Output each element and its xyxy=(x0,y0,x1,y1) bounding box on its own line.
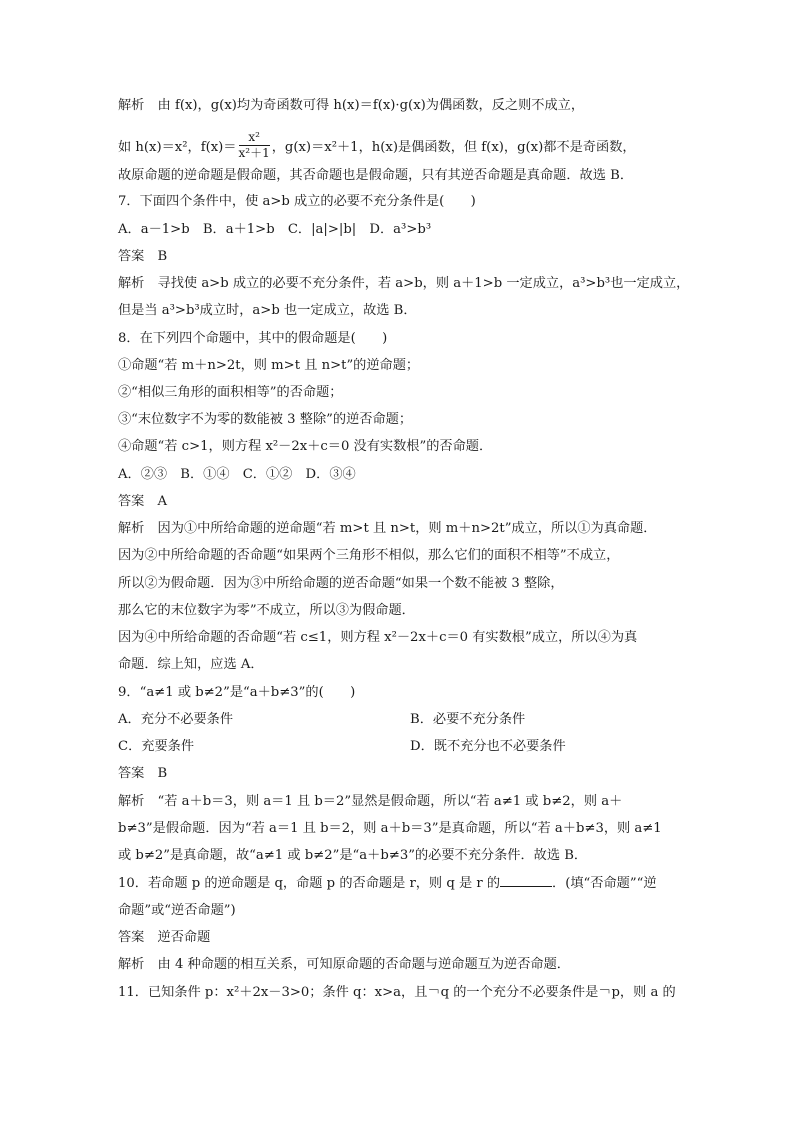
question-8-analysis-2: 因为②中所给命题的否命题“如果两个三角形不相似，那么它们的面积不相等”不成立， xyxy=(118,548,620,563)
text-segment: ，g(x)＝x²＋1，h(x)是偶函数，但 f(x)，g(x)都不是奇函数， xyxy=(271,140,636,155)
text-segment: 如 h(x)＝x²，f(x)＝ xyxy=(118,140,237,155)
question-11-stem: 11．已知条件 p：x²＋2x－3>0；条件 q：x>a，且￢q 的一个充分不必要条件是￢p，则 a 的 xyxy=(118,985,676,1000)
question-8-analysis-5: 因为④中所给命题的否命题“若 c≤1，则方程 x²－2x＋c＝0 有实数根”成立，所以④为真 xyxy=(118,630,638,645)
question-9-analysis-1: 解析 “若 a＋b＝3，则 a＝1 且 b＝2”显然是假命题，所以“若 a≠1 或 b≠2，则 a＋ xyxy=(118,794,623,809)
question-8-item-4: ④命题“若 c>1，则方程 x²－2x＋c＝0 没有实数根”的否命题． xyxy=(118,439,493,454)
question-10-analysis: 解析 由 4 种命题的相互关系，可知原命题的否命题与逆命题互为逆否命题． xyxy=(118,957,570,972)
question-8-answer: 答案 A xyxy=(118,494,168,509)
fraction-denominator: x²＋1 xyxy=(238,146,270,160)
analysis-line-3: 故原命题的逆命题是假命题，其否命题也是假命题，只有其逆否命题是真命题．故选 B． xyxy=(118,168,634,183)
fraction-numerator: x² xyxy=(239,130,270,146)
text-segment: ．(填“否命题”“逆 xyxy=(552,876,657,891)
question-8-analysis-1: 解析 因为①中所给命题的逆命题“若 m>t 且 n>t，则 m＋n>2t”成立，所以①为真命题． xyxy=(118,521,657,536)
question-9-stem: 9．“a≠1 或 b≠2”是“a＋b≠3”的( ) xyxy=(118,685,356,700)
question-8-item-1: ①命题“若 m＋n>2t，则 m>t 且 n>t”的逆命题； xyxy=(118,358,420,373)
option-b: B．必要不充分条件 xyxy=(410,712,526,727)
analysis-line-2 xyxy=(118,132,636,163)
question-7-analysis-2: 但是当 a³>b³成立时，a>b 也一定成立，故选 B． xyxy=(118,303,417,318)
analysis-line-1: 解析 由 f(x)，g(x)均为奇函数可得 h(x)＝f(x)·g(x)为偶函数，反之则不成立， xyxy=(118,98,585,113)
question-8-item-2: ②“相似三角形的面积相等”的否命题； xyxy=(118,385,343,400)
question-7-analysis-1: 解析 寻找使 a>b 成立的必要不充分条件，若 a>b，则 a＋1>b 一定成立，a³>b³也一定成立， xyxy=(118,276,690,291)
question-8-analysis-6: 命题．综上知，应选 A． xyxy=(118,657,264,672)
option-c: C．充要条件 xyxy=(118,739,195,754)
question-9-analysis-2: b≠3”是假命题．因为“若 a＝1 且 b＝2，则 a＋b＝3”是真命题，所以“若 a＋b≠3，则 a≠1 xyxy=(118,821,662,836)
question-7-stem: 7．下面四个条件中，使 a>b 成立的必要不充分条件是( ) xyxy=(118,194,476,209)
option-a: A．充分不必要条件 xyxy=(118,712,234,727)
question-8-stem: 8．在下列四个命题中，其中的假命题是( ) xyxy=(118,331,388,346)
question-9-options-row-1 xyxy=(118,711,526,729)
question-9-analysis-3: 或 b≠2”是真命题，故“a≠1 或 b≠2”是“a＋b≠3”的必要不充分条件．故选 B． xyxy=(118,848,588,863)
question-8-options: A．②③ B．①④ C．①② D．③④ xyxy=(118,467,356,482)
fill-in-blank xyxy=(500,874,552,887)
question-10-answer: 答案 逆否命题 xyxy=(118,930,211,945)
question-8-analysis-3: 所以②为假命题．因为③中所给命题的逆否命题“如果一个数不能被 3 整除， xyxy=(118,576,564,591)
question-8-analysis-4: 那么它的末位数字为零”不成立，所以③为假命题． xyxy=(118,603,415,618)
text-segment: 10．若命题 p 的逆命题是 q，命题 p 的否命题是 r，则 q 是 r 的 xyxy=(118,876,501,891)
question-10-stem-1 xyxy=(118,874,657,893)
question-9-answer: 答案 B xyxy=(118,766,168,781)
option-d: D．既不充分也不必要条件 xyxy=(410,739,566,754)
question-10-stem-2: 命题”或“逆否命题”) xyxy=(118,903,236,918)
fraction xyxy=(239,130,270,161)
question-7-options: A．a－1>b B．a＋1>b C．|a|>|b| D．a³>b³ xyxy=(118,222,432,237)
question-7-answer: 答案 B xyxy=(118,249,168,264)
question-8-item-3: ③“末位数字不为零的数能被 3 整除”的逆否命题； xyxy=(118,412,413,427)
question-9-options-row-2 xyxy=(118,738,566,756)
